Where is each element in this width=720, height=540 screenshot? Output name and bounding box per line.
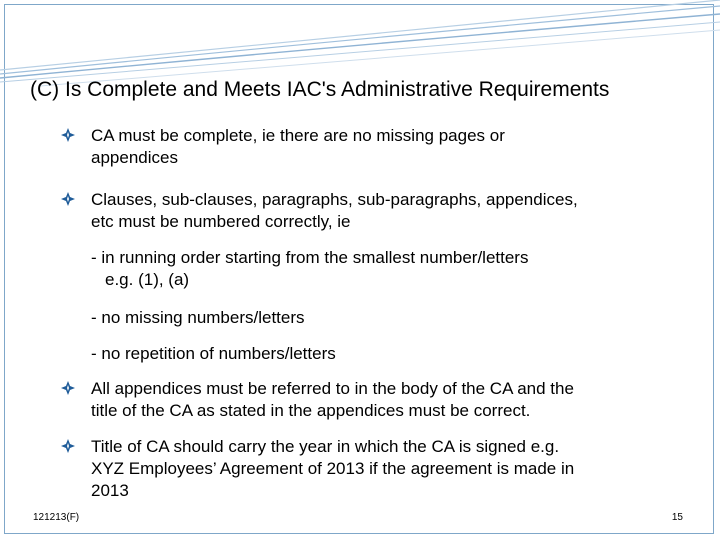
bullet-line: Title of CA should carry the year in which the CA is signed e.g.: [91, 437, 560, 456]
sub-item: [91, 307, 651, 329]
bullet-line: appendices: [91, 148, 178, 167]
bullet-line: title of the CA as stated in the appendices must be correct.: [91, 401, 531, 420]
slide-title: (C) Is Complete and Meets IAC's Administrative Requirements: [30, 78, 610, 101]
diamond-bullet-icon: [60, 438, 76, 454]
diamond-bullet-icon: [60, 191, 76, 207]
footer-code: 121213(F): [33, 512, 80, 523]
sub-item-text: - no repetition of numbers/letters: [91, 344, 336, 363]
sub-item-text: e.g. (1), (a): [105, 270, 190, 289]
sub-item-text: - in running order starting from the smallest number/letters: [91, 248, 529, 267]
diamond-bullet-icon: [60, 127, 76, 143]
page-number: 15: [671, 512, 683, 523]
bullet-line: All appendices must be referred to in the body of the CA and the: [91, 379, 574, 398]
sub-item: [91, 247, 651, 291]
bullet-line: 2013: [91, 481, 129, 500]
bullet-line: CA must be complete, ie there are no missing pages or: [91, 126, 505, 145]
bullet-item: [60, 378, 680, 422]
bullet-item: [60, 125, 680, 169]
diamond-bullet-icon: [60, 380, 76, 396]
decorative-swoosh: [0, 0, 720, 90]
sub-item: [91, 343, 651, 365]
bullet-line: XYZ Employees’ Agreement of 2013 if the agreement is made in: [91, 459, 575, 478]
sub-item-text: - no missing numbers/letters: [91, 308, 305, 327]
bullet-line: etc must be numbered correctly, ie: [91, 212, 351, 231]
bullet-line: Clauses, sub-clauses, paragraphs, sub-paragraphs, appendices,: [91, 190, 578, 209]
bullet-item: [60, 436, 680, 502]
bullet-item: [60, 189, 680, 233]
